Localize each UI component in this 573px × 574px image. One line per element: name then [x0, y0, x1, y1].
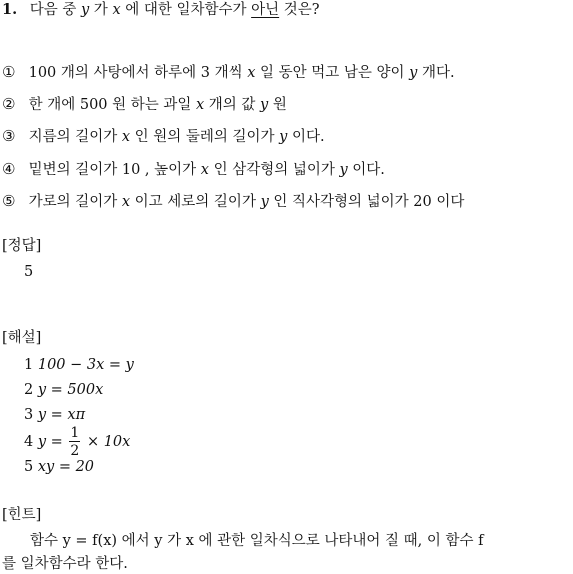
option-var: x — [247, 65, 256, 81]
option-var: x — [121, 194, 131, 210]
option-text: 인 원의 둘레의 길이가 — [130, 129, 280, 145]
hint-label: [힌트] — [2, 507, 42, 523]
question-number: 1. — [2, 1, 18, 18]
option-text: 인 직사각형의 넓이가 20 이다 — [268, 194, 465, 210]
option-2 — [2, 94, 287, 115]
explanation-line-2 — [24, 380, 103, 400]
question-var-x: x — [112, 2, 121, 18]
question-prompt-post: 것은? — [279, 2, 320, 18]
question-prompt-pre: 다음 중 — [29, 2, 81, 18]
option-text: 지름의 길이가 — [28, 129, 122, 145]
option-text: 이다. — [287, 129, 325, 145]
line-number: 1 — [24, 357, 34, 373]
line-number: 4 — [24, 434, 34, 450]
option-var: x — [196, 97, 205, 113]
explanation-line-5 — [24, 457, 94, 477]
option-marker: ④ — [2, 160, 16, 178]
option-1 — [2, 62, 455, 83]
answer-label: [정답] — [2, 238, 42, 254]
question-prompt-mid: 가 — [89, 2, 113, 18]
option-marker: ② — [2, 95, 16, 113]
line-expression-lhs: y = — [37, 434, 63, 450]
option-3 — [2, 126, 325, 147]
option-text: 이다. — [347, 162, 385, 178]
option-text: 개의 값 — [204, 97, 261, 113]
answer-value: 5 — [24, 264, 34, 280]
line-number: 2 — [24, 382, 34, 398]
option-var: y — [409, 65, 418, 81]
line-expression: 100 − 3x = y — [37, 357, 134, 373]
line-number: 3 — [24, 407, 34, 423]
option-var: x — [121, 129, 131, 145]
option-5 — [2, 191, 464, 212]
option-text: 가로의 길이가 — [28, 194, 122, 210]
hint-line-2: 를 일차함수라 한다. — [2, 556, 128, 572]
explanation-label: [해설] — [2, 330, 42, 346]
option-text: 100 개의 사탕에서 하루에 3 개씩 — [28, 65, 248, 81]
fraction-denominator: 2 — [70, 443, 80, 459]
option-text: 한 개에 500 원 하는 과일 — [28, 97, 196, 113]
line-expression: y = xπ — [37, 407, 86, 423]
option-text: 원 — [268, 97, 287, 113]
line-expression: xy = 20 — [37, 459, 95, 475]
option-text: 밑변의 길이가 10 , 높이가 — [28, 162, 201, 178]
explanation-line-4 — [24, 422, 130, 462]
question-stem — [2, 0, 320, 20]
question-prompt-mid2: 에 대한 일차함수가 — [120, 2, 252, 18]
line-number: 5 — [24, 459, 34, 475]
option-text: 인 삼각형의 넓이가 — [208, 162, 340, 178]
option-var: y — [339, 162, 348, 178]
option-text: 일 동안 먹고 남은 양이 — [255, 65, 410, 81]
line-expression: y = 500x — [37, 382, 104, 398]
fraction — [69, 426, 80, 458]
option-marker: ① — [2, 63, 16, 81]
option-var: x — [200, 162, 209, 178]
option-marker: ③ — [2, 127, 16, 145]
option-marker: ⑤ — [2, 192, 16, 210]
question-var-y: y — [81, 2, 90, 18]
question-emphasis: 아닌 — [251, 2, 280, 18]
option-text: 이고 세로의 길이가 — [130, 194, 261, 210]
option-4 — [2, 159, 385, 180]
explanation-line-1 — [24, 355, 134, 375]
option-var: y — [279, 129, 288, 145]
fraction-numerator: 1 — [70, 425, 80, 441]
option-var: y — [260, 194, 269, 210]
option-var: y — [260, 97, 269, 113]
line-expression-rhs: × 10x — [86, 434, 131, 450]
hint-line-1: 함수 y = f(x) 에서 y 가 x 에 관한 일차식으로 나타내어 질 때, 이 함수 f — [30, 533, 484, 549]
option-text: 개다. — [417, 65, 455, 81]
